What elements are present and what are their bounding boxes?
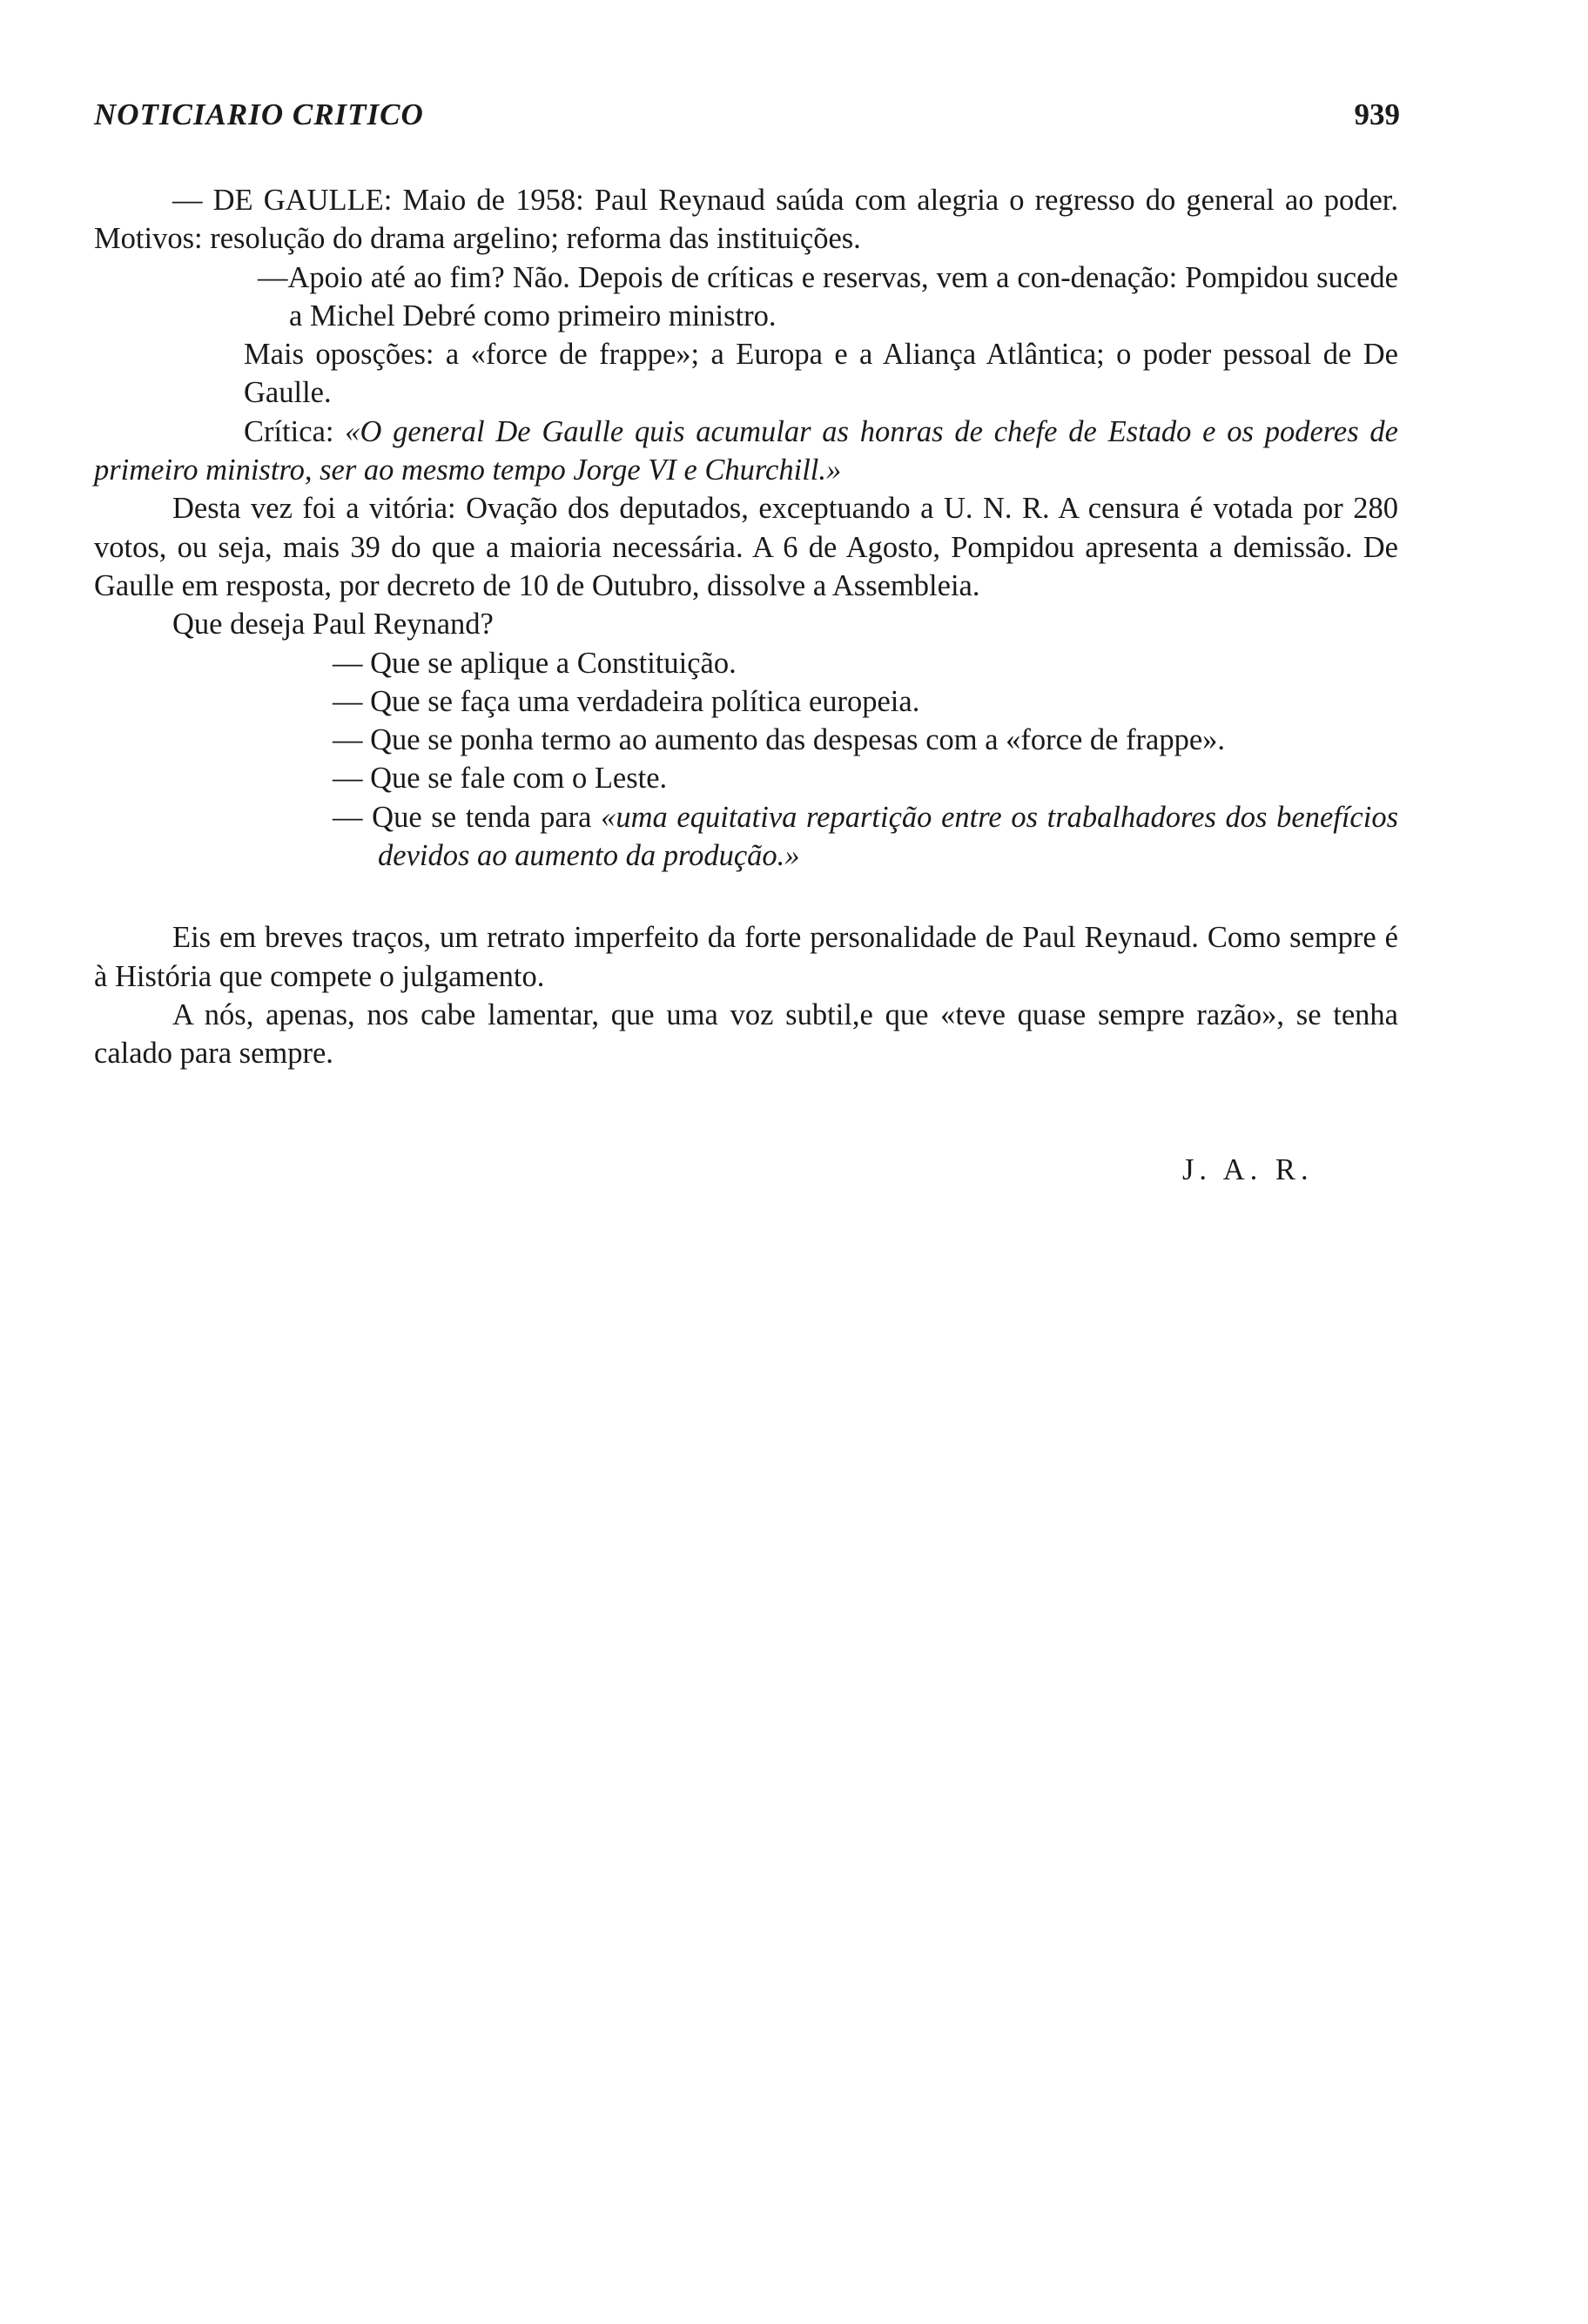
list-item [94, 721, 1398, 759]
list-item-text: Que se ponha termo ao aumento das despesas com a «force de frappe». [370, 723, 1226, 757]
paragraph-apoio [94, 259, 1398, 336]
dash-mark: — [333, 800, 373, 834]
list-item-text: Que se faça uma verdadeira política europeia. [370, 684, 920, 718]
page-header [94, 97, 1400, 141]
list-item-text: Que se aplique a Constituição. [370, 646, 737, 680]
page-number: 939 [1354, 97, 1400, 131]
section-gap [94, 875, 1398, 918]
paragraph-conclusion [94, 918, 1398, 996]
list-item [94, 798, 1398, 876]
running-head: NOTICIARIO CRITICO [94, 97, 424, 131]
dash-mark: — [333, 762, 371, 796]
dash-mark: — [333, 723, 371, 757]
paragraph-lead: — DE GAULLE: [172, 184, 393, 217]
critica-quote: «O general De Gaulle quis acumular as honras de chefe de Estado e os poderes de primeiro ministro, ser ao mesmo tempo Jorge VI e Churchill.» [94, 414, 1398, 487]
paragraph-vitoria [94, 489, 1398, 605]
dash-mark: — [333, 646, 371, 680]
list-item-text: Que se tenda para [372, 800, 602, 834]
paragraph-text: —Apoio até ao fim? Não. Depois de críticas e reservas, vem a con-denação: Pompidou sucede a Michel Debré como primeiro ministro. [258, 260, 1398, 332]
paragraph-text: A nós, apenas, nos cabe lamentar, que uma voz subtil,e que «teve quase sempre razão», se tenha calado para sempre. [94, 997, 1398, 1071]
list-item [94, 682, 1398, 721]
list-item [94, 644, 1398, 682]
paragraph-text: Eis em breves traços, um retrato imperfeito da forte personalidade de Paul Reynaud. Como sempre é à História que compete o julgamento. [94, 921, 1398, 993]
paragraph-critica [94, 413, 1398, 490]
list-item-quote: «uma equitativa repartição entre os trabalhadores dos benefícios devidos ao aumento da produção.» [378, 800, 1399, 873]
paragraph-oposicoes [94, 335, 1398, 413]
critica-label: Crítica: [244, 414, 346, 448]
paragraph-text: Mais oposções: a «force de frappe»; a Europa e a Aliança Atlântica; o poder pessoal de De Gaulle. [244, 338, 1398, 410]
paragraph-text: Maio de 1958: Paul Reynaud saúda com alegria o regresso do general ao poder. Motivos: resolução do drama argelino; reforma das instituições. [94, 184, 1398, 256]
paragraph-de-gaulle [94, 181, 1398, 259]
author-signature: J. A. R. [1182, 1153, 1314, 1186]
paragraph-text: Que deseja Paul Reynand? [172, 608, 494, 641]
list-item [94, 759, 1398, 797]
article-body [94, 181, 1398, 1073]
paragraph-question [94, 605, 1398, 643]
paragraph-lament [94, 996, 1398, 1073]
paragraph-text: Desta vez foi a vitória: Ovação dos deputados, exceptuando a U. N. R. A censura é votada por 280 votos, ou seja, mais 39 do que a maioria necessária. A 6 de Agosto, Pompidou apresenta a demissão. De Gaulle em resposta, por decreto de 10 de Outubro, dissolve a Assembleia. [94, 492, 1398, 602]
dash-mark: — [333, 684, 371, 718]
list-item-text: Que se fale com o Leste. [370, 762, 668, 796]
